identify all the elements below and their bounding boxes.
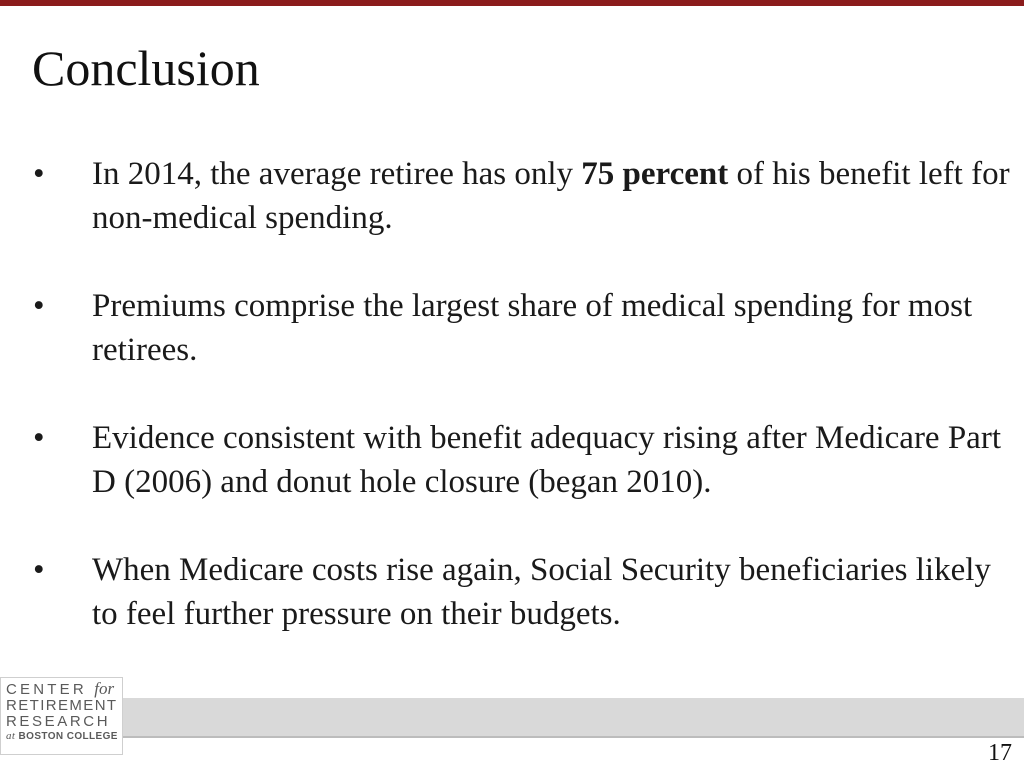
- logo-line-research: RESEARCH: [6, 713, 111, 730]
- slide-title: Conclusion: [32, 40, 260, 96]
- bullet-highlight: 75 percent: [581, 156, 729, 192]
- bullet-text: Evidence consistent with benefit adequacy rising after Medicare Part D (2006) and donut hole closure (began 2010).: [92, 420, 1001, 500]
- bullet-marker: •: [33, 288, 45, 324]
- logo-line-boston-college: [6, 730, 118, 743]
- bullet-marker: •: [33, 420, 45, 456]
- bullet-marker: •: [33, 552, 45, 588]
- bullet-item: [0, 416, 1024, 504]
- footer-band: [0, 698, 1024, 736]
- bullet-list: [0, 152, 1024, 680]
- bullet-item: [0, 152, 1024, 240]
- top-accent-bar: [0, 0, 1024, 6]
- page-number: 17: [988, 740, 1012, 766]
- bullet-text-part: In 2014, the average retiree has only: [92, 156, 582, 192]
- logo-center-text: CENTER: [6, 681, 87, 698]
- logo-bc-text: BOSTON COLLEGE: [18, 731, 118, 742]
- logo-line-retirement: RETIREMENT: [6, 697, 118, 714]
- logo-for-text: for: [94, 679, 115, 698]
- crr-logo: [0, 677, 123, 755]
- footer-divider: [0, 736, 1024, 738]
- bullet-text: [92, 156, 1010, 236]
- bullet-item: [0, 548, 1024, 636]
- bullet-text: When Medicare costs rise again, Social Security beneficiaries likely to feel further pressure on their budgets.: [92, 552, 991, 632]
- logo-at-text: at: [6, 730, 16, 742]
- bullet-marker: •: [33, 156, 45, 192]
- logo-line-center: [6, 681, 118, 698]
- bullet-text: Premiums comprise the largest share of medical spending for most retirees.: [92, 288, 973, 368]
- bullet-item: [0, 284, 1024, 372]
- bullet-text-part: of his benefit left for non-medical spending.: [92, 156, 1010, 236]
